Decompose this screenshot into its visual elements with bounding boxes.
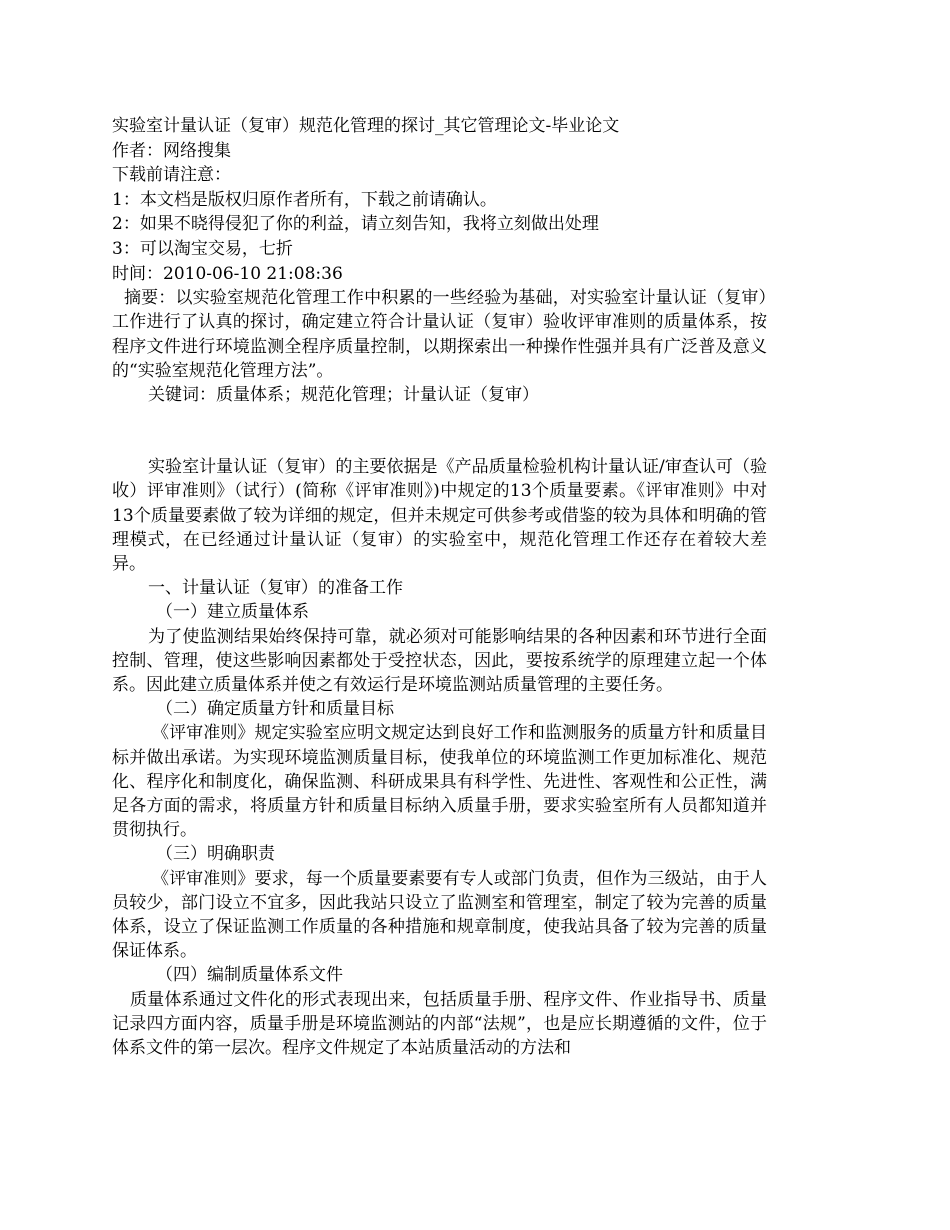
body-paragraph: 为了使监测结果始终保持可靠，就必须对可能影响结果的各种因素和环节进行全面控制、管理，使这些影响因素都处于受控状态，因此，要按系统学的原理建立起一个体系。因此建立质量体系并使之有效运行是环境监测站质量管理的主要任务。 [112,626,767,695]
abstract-paragraph: 摘要：以实验室规范化管理工作中积累的一些经验为基础，对实验室计量认证（复审）工作进行了认真的探讨，确定建立符合计量认证（复审）验收评审准则的质量体系，按程序文件进行环境监测全程序质量控制，以期探索出一种操作性强并具有广泛普及意义的“实验室规范化管理方法”。 [112,288,767,381]
body-paragraph: 《评审准则》要求，每一个质量要素要有专人或部门负责，但作为三级站，由于人员较少，部门设立不宜多，因此我站只设立了监测室和管理室，制定了较为完善的质量体系，设立了保证监测工作质量的各种措施和规章制度，使我站具备了较为完善的质量保证体系。 [112,868,767,962]
spacer [112,407,767,455]
body-paragraph: 《评审准则》规定实验室应明文规定达到良好工作和监测服务的质量方针和质量目标并做出承诺。为实现环境监测质量目标，使我单位的环境监测工作更加标准化、规范化、程序化和制度化，确保监测、科研成果具有科学性、先进性、客观性和公正性，满足各方面的需求，将质量方针和质量目标纳入质量手册，要求实验室所有人员都知道并贯彻执行。 [112,723,767,841]
subsection-heading: （三）明确职责 [156,844,275,865]
section-heading: 一、计量认证（复审）的准备工作 [148,578,403,599]
subsection-heading: （二）确定质量方针和质量目标 [156,699,394,720]
subsection-heading: （四）编制质量体系文件 [156,965,343,986]
subsection-heading: （一）建立质量体系 [156,602,309,623]
document-page [112,114,767,1060]
timestamp: 时间：2010-06-10 21:08:36 [112,263,343,284]
notice-item: 1：本文档是版权归原作者所有，下载之前请确认。 [112,189,497,210]
keywords-line: 关键词：质量体系；规范化管理；计量认证（复审） [148,384,539,405]
intro-paragraph: 实验室计量认证（复审）的主要依据是《产品质量检验机构计量认证/审查认可（验收）评审准则》（试行）(简称《评审准则》)中规定的13个质量要素。《评审准则》中对13个质量要素做了较为详细的规定，但并未规定可供参考或借鉴的较为具体和明确的管理模式，在已经通过计量认证（复审）的实验室中，规范化管理工作还存在着较大差异。 [112,457,767,574]
notice-item: 2：如果不晓得侵犯了你的利益，请立刻告知，我将立刻做出处理 [112,214,599,235]
notice-heading: 下载前请注意： [112,165,231,186]
document-title: 实验室计量认证（复审）规范化管理的探讨_其它管理论文-毕业论文 [112,116,620,136]
notice-item: 3：可以淘宝交易，七折 [112,238,293,259]
body-paragraph: 质量体系通过文件化的形式表现出来，包括质量手册、程序文件、作业指导书、质量记录四方面内容，质量手册是环境监测站的内部“法规”，也是应长期遵循的文件，位于体系文件的第一层次。程序文件规定了本站质量活动的方法和 [112,989,767,1059]
author-line: 作者：网络搜集 [112,140,231,161]
